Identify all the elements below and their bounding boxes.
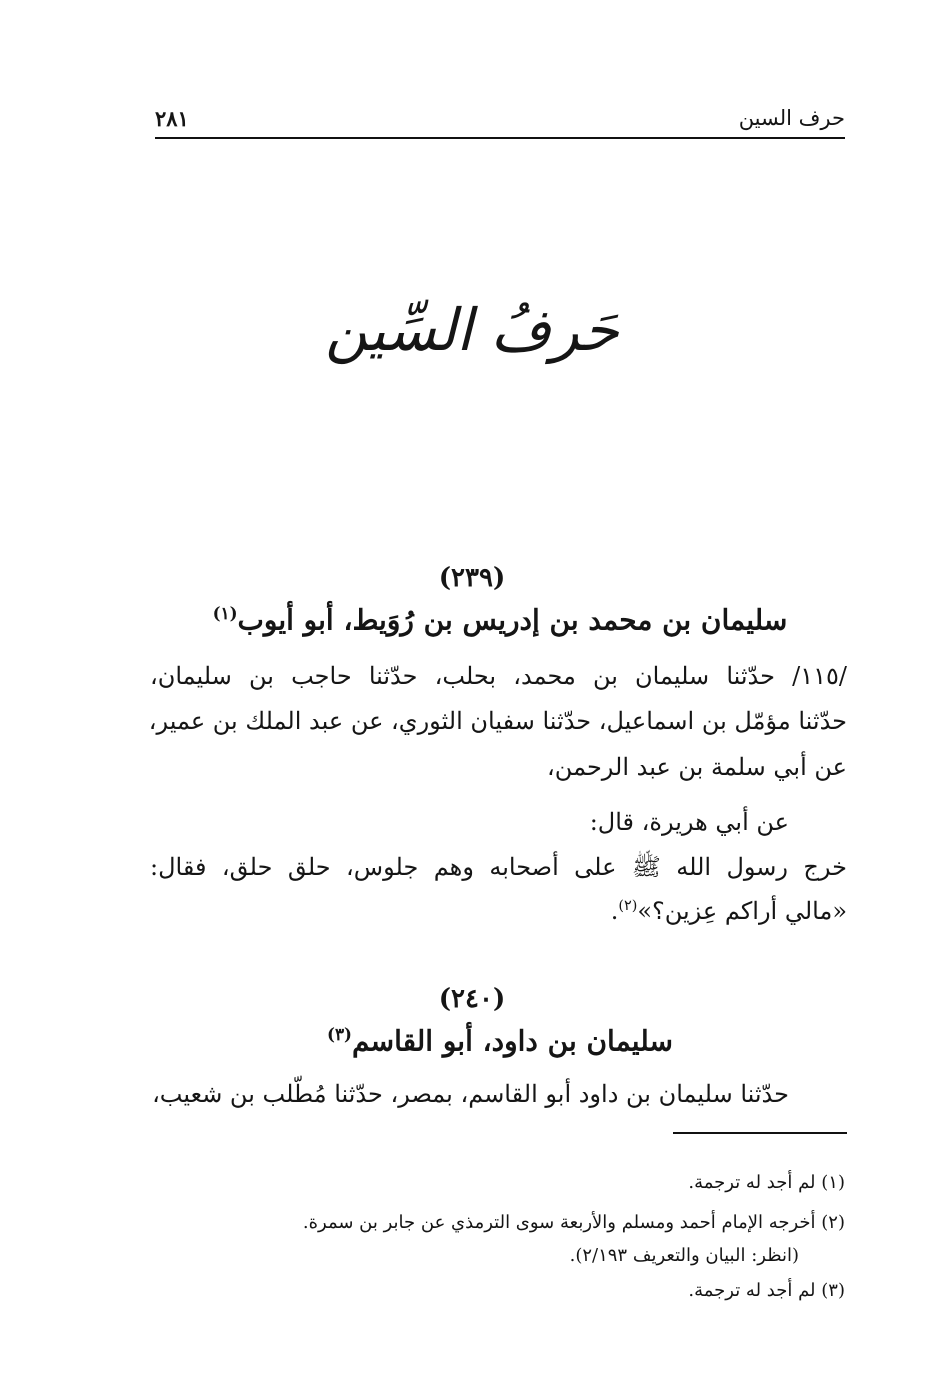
text-line	[150, 897, 847, 925]
footnote-marker: (١)	[212, 603, 238, 623]
text-line: حدّثنا مؤمّل بن اسماعيل، حدّثنا سفيان الثوري، عن عبد الملك بن عمير،	[148, 707, 847, 735]
footnote-marker: (٢)	[618, 898, 638, 914]
footnote: (٢) أخرجه الإمام أحمد ومسلم والأربعة سوى الترمذي عن جابر بن سمرة.	[302, 1212, 845, 1233]
chapter-title: حَرفُ السِّين	[325, 296, 619, 364]
page-number: ٢٨١	[155, 106, 189, 131]
footnote-rule	[673, 1132, 847, 1134]
running-title: حرف السين	[738, 106, 845, 130]
period: .	[610, 897, 619, 925]
footnote-marker: (٣)	[327, 1024, 352, 1044]
entry-name-text: سليمان بن محمد بن إدريس بن رُوَيط، أبو أيوب	[237, 603, 788, 637]
entry-name-text: سليمان بن داود، أبو القاسم	[351, 1024, 673, 1058]
text-line: حدّثنا سليمان بن داود أبو القاسم، بمصر، حدّثنا مُطّلب بن شعيب،	[152, 1080, 789, 1108]
page-header	[155, 106, 845, 136]
footnote: (١) لم أجد له ترجمة.	[688, 1172, 845, 1193]
entry-number: (٢٤٠)	[438, 984, 506, 1014]
footnote: (انظر: البيان والتعريف ٢/١٩٣).	[569, 1245, 799, 1266]
text-line: /١١٥/ حدّثنا سليمان بن محمد، بحلب، حدّثنا حاجب بن سليمان،	[150, 662, 847, 690]
text-line: عن أبي سلمة بن عبد الرحمن،	[547, 753, 847, 781]
entry-number: (٢٣٩)	[438, 563, 506, 593]
header-rule	[155, 137, 845, 139]
entry-name	[155, 603, 845, 636]
entry-name	[155, 1024, 845, 1057]
quote-text: «مالي أراكم عِزين؟»	[637, 897, 847, 925]
footnote: (٣) لم أجد له ترجمة.	[688, 1280, 845, 1301]
text-line: خرج رسول الله ﷺ على أصحابه وهم جلوس، حلق حلق، فقال:	[150, 853, 847, 881]
text-line: عن أبي هريرة، قال:	[589, 808, 789, 836]
